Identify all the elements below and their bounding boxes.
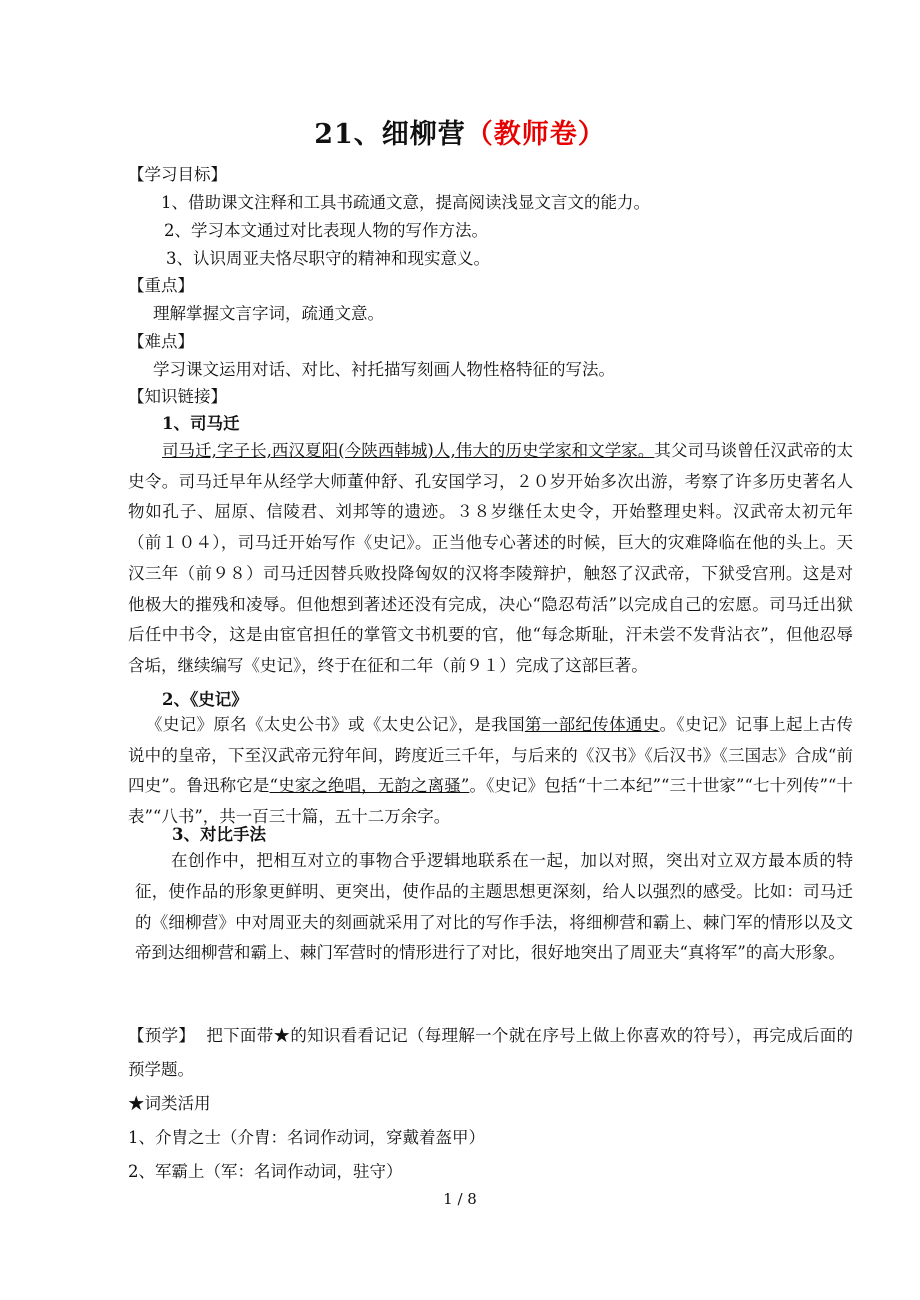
section-2-text-c: 。《史记》包括“十二本纪”“三十世家”“七十列传”“十表”“八书”，共一百三十篇，五十二万余字。 [128,776,853,827]
section-2-paragraph [128,710,853,833]
goal-item: 2、学习本文通过对比表现人物的写作方法。 [164,221,488,240]
knowledge-header: 【知识链接】 [128,387,227,406]
list-item: 1、介胄之士（介胄：名词作动词，穿戴着盔甲） [128,1128,485,1147]
section-2-underlined-2: “史家之绝唱，无韵之离骚” [269,776,470,796]
section-1-underlined: 司马迁,字子长,西汉夏阳(今陕西韩城)人,伟大的历史学家和文学家。 [162,441,655,460]
preview-text: 把下面带★的知识看看记记（每理解一个就在序号上做上你喜欢的符号），再完成后面的预学题。 [128,1026,854,1079]
section-3-title: 3、对比手法 [172,825,266,844]
key-text: 理解掌握文言字词，疏通文意。 [153,304,384,323]
star-header: ★词类活用 [128,1094,211,1113]
key-header: 【重点】 [128,276,194,295]
section-1-paragraph [128,436,853,682]
section-2-text-a: 《史记》原名《太史公书》或《太史公记》，是我国 [146,715,525,734]
goals-header: 【学习目标】 [128,165,227,184]
section-2-title: 2、《史记》 [162,690,248,709]
section-1-text: 其父司马谈曾任汉武帝的太史令。司马迁早年从经学大师董仲舒、孔安国学习，２０岁开始多次出游，考察了许多历史著名人物如孔子、屈原、信陵君、刘邦等的遗迹。３８岁继任太史令，开始整理史料。汉武帝太初元年（前１０４），司马迁开始写作《史记》。正当他专心著述的时候，巨大的灾难降临在他的头上。天汉三年（前９８）司马迁因替兵败投降匈奴的汉将李陵辩护，触怒了汉武帝，下狱受宫刑。这是对他极大的摧残和凌辱。但他想到著述还没有完成，决心“隐忍苟活”以完成自己的宏愿。司马迁出狱后任中书令，这是由宦官担任的掌管文书机要的官，他“每念斯耻，汗未尝不发背沾衣”，但他忍辱含垢，继续编写《史记》，终于在征和二年（前９１）完成了这部巨著。 [128,441,854,675]
difficulty-header: 【难点】 [128,332,194,351]
section-3-paragraph: 在创作中，把相互对立的事物合乎逻辑地联系在一起，加以对照，突出对立双方最本质的特征，使作品的形象更鲜明、更突出，使作品的主题思想更深刻，给人以强烈的感受。比如：司马迁的《细柳营》中对周亚夫的刻画就采用了对比的写作手法，将细柳营和霸上、棘门军的情形以及文帝到达细柳营和霸上、棘门军营时的情形进行了对比，很好地突出了周亚夫“真将军”的高大形象。 [135,851,853,963]
list-item: 2、军霸上（军：名词作动词，驻守） [128,1162,403,1181]
goal-item: 1、借助课文注释和工具书疏通文意，提高阅读浅显文言文的能力。 [161,193,650,212]
difficulty-text: 学习课文运用对话、对比、衬托描写刻画人物性格特征的写法。 [153,360,615,379]
page-number: 1 / 8 [443,1190,477,1208]
title-teacher-tag: （教师卷） [465,119,606,150]
page-title [0,112,920,151]
title-main: 21、细柳营 [314,119,466,150]
section-1-title: 1、司马迁 [162,414,240,433]
preview-header: 【预学】 [128,1026,196,1045]
preview-paragraph [128,1019,853,1087]
section-2-underlined-1: 第一部纪传体通史 [524,715,660,734]
section-2-text-b: 。《史记》记事上起上古传说中的皇帝，下至汉武帝元狩年间，跨度近三千年，与后来的《汉书》《后汉书》《三国志》合成“前四史”。鲁迅称它是 [128,715,854,796]
goal-item: 3、认识周亚夫恪尽职守的精神和现实意义。 [166,249,490,268]
